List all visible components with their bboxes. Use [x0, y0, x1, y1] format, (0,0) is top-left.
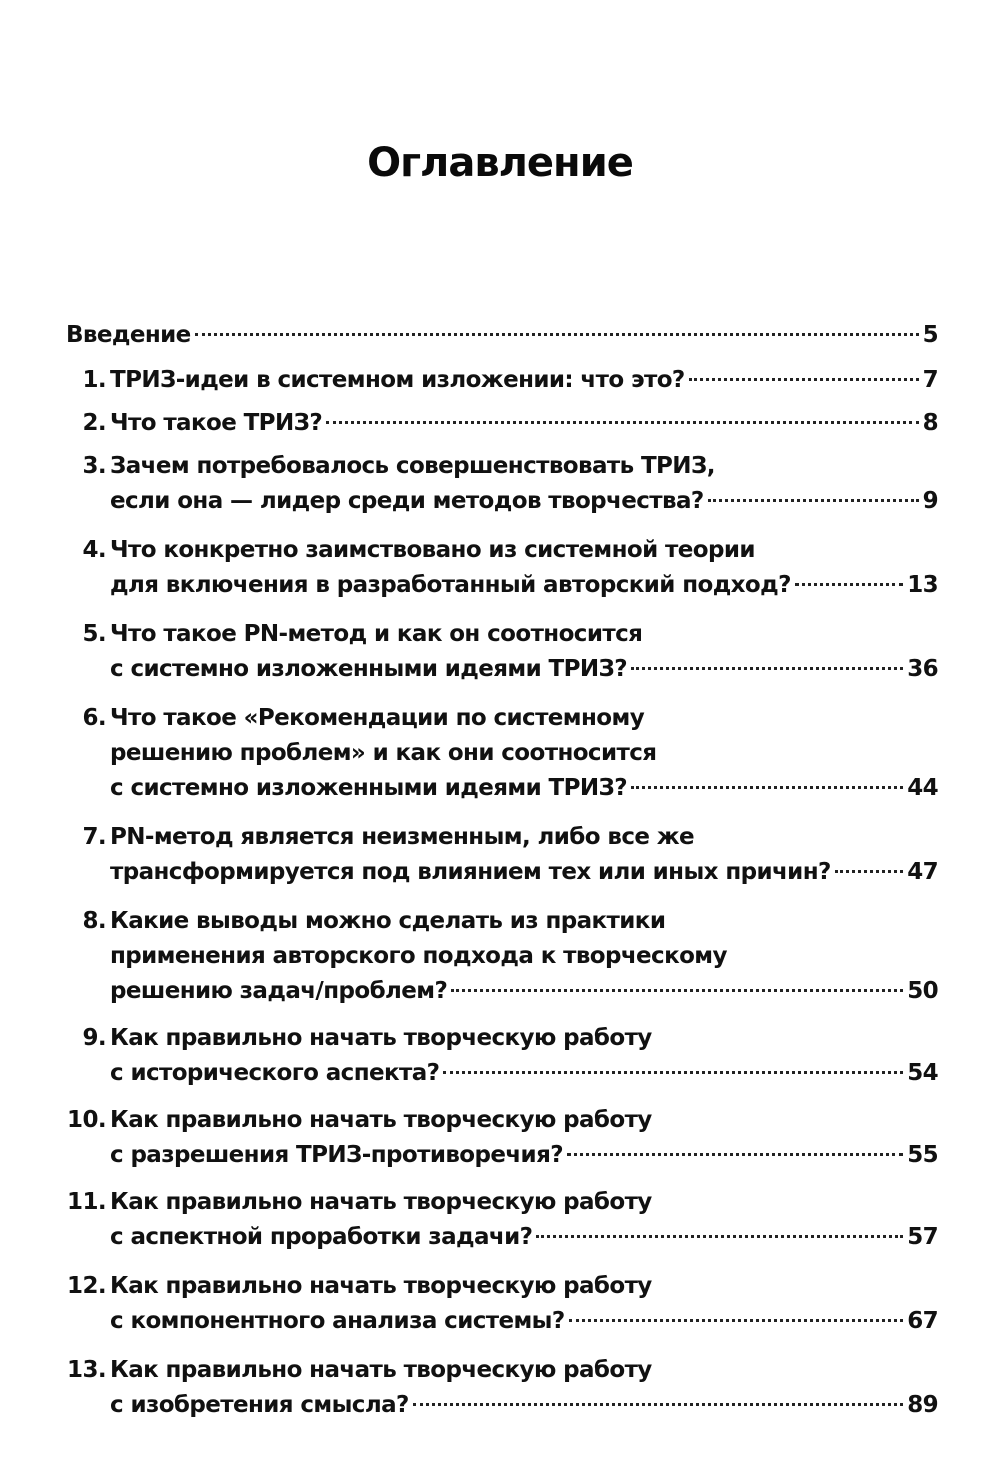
- toc-entry-number: 2.: [82, 410, 106, 436]
- toc-page-number: 7: [922, 367, 938, 393]
- toc-entry-line: Как правильно начать творческую работу: [110, 1025, 652, 1051]
- toc-page-number: 44: [907, 775, 938, 801]
- toc-entry-body: [66, 318, 938, 353]
- toc-entry: [66, 1021, 938, 1091]
- toc-entry-line: Введение: [66, 322, 191, 348]
- toc-page-number: 54: [907, 1060, 938, 1086]
- toc-entry-line: Что такое «Рекомендации по системному: [110, 705, 645, 731]
- toc-entry-line: Что такое PN-метод и как он соотносится: [110, 621, 643, 647]
- toc-entry: [66, 617, 938, 687]
- toc-entry-line: Зачем потребовалось совершенствовать ТРИЗ,: [110, 453, 715, 479]
- dot-leader: [569, 1319, 904, 1322]
- toc-entry-number: 3.: [82, 453, 106, 479]
- toc-entry-body: [110, 533, 938, 603]
- toc-entry-line: применения авторского подхода к творческому: [110, 943, 727, 969]
- dot-leader: [567, 1153, 903, 1156]
- toc-entry-body: [110, 1269, 938, 1339]
- toc-entry-body: [110, 1103, 938, 1173]
- toc-entry-line: Что конкретно заимствовано из системной теории: [110, 537, 755, 563]
- toc-entry-body: [110, 363, 938, 398]
- dot-leader: [413, 1403, 903, 1406]
- toc-entry-line: трансформируется под влиянием тех или иных причин?: [110, 859, 831, 885]
- toc-entry-line: Как правильно начать творческую работу: [110, 1107, 652, 1133]
- toc-entry-line: для включения в разработанный авторский подход?: [110, 572, 791, 598]
- page-title: Оглавление: [367, 140, 633, 186]
- toc-page-number: 67: [907, 1308, 938, 1334]
- toc-entry-last-line: [110, 1388, 938, 1423]
- dot-leader: [326, 421, 919, 424]
- toc-entry-line: Какие выводы можно сделать из практики: [110, 908, 666, 934]
- toc-entry-last-line: [110, 855, 938, 890]
- toc-entry-number: 6.: [82, 705, 106, 731]
- toc-entry-last-line: [66, 318, 938, 353]
- toc-entry-line: с системно изложенными идеями ТРИЗ?: [110, 775, 628, 801]
- toc-entry-last-line: [110, 363, 938, 398]
- toc-entry-body: [110, 1021, 938, 1091]
- toc-page-number: 89: [907, 1392, 938, 1418]
- toc-entry: [66, 1353, 938, 1423]
- toc-entry: [66, 701, 938, 806]
- toc-entry-body: [110, 406, 938, 441]
- toc-entry-line: Как правильно начать творческую работу: [110, 1189, 652, 1215]
- toc-entry-line: с разрешения ТРИЗ-противоречия?: [110, 1142, 563, 1168]
- toc-page-number: 55: [907, 1142, 938, 1168]
- toc-entry: [66, 1185, 938, 1255]
- toc-entry: [66, 1103, 938, 1173]
- toc-entry-line: Что такое ТРИЗ?: [110, 410, 323, 436]
- toc-entry: [66, 820, 938, 890]
- dot-leader: [443, 1071, 903, 1074]
- dot-leader: [536, 1235, 903, 1238]
- toc-entry: [66, 533, 938, 603]
- toc-page-number: 13: [907, 572, 938, 598]
- toc-entry-line: решению проблем» и как они соотносится: [110, 740, 657, 766]
- toc-entry-line: если она — лидер среди методов творчества?: [110, 488, 704, 514]
- toc-entry-line: с системно изложенными идеями ТРИЗ?: [110, 656, 628, 682]
- toc-entry: [66, 904, 938, 1009]
- dot-leader: [631, 786, 903, 789]
- dot-leader: [795, 583, 903, 586]
- toc-entry-last-line: [110, 1138, 938, 1173]
- toc-entry-number: 1.: [82, 367, 106, 393]
- dot-leader: [708, 499, 919, 502]
- toc-entry-number: 7.: [82, 824, 106, 850]
- toc-entry-last-line: [110, 974, 938, 1009]
- toc-entry-last-line: [110, 771, 938, 806]
- toc-entry-line: решению задач/проблем?: [110, 978, 448, 1004]
- toc-entry-last-line: [110, 484, 938, 519]
- toc-entry-body: [110, 1185, 938, 1255]
- toc-entry-line: ТРИЗ-идеи в системном изложении: что это?: [110, 367, 685, 393]
- toc-page-number: 5: [922, 322, 938, 348]
- toc-entry-body: [110, 449, 938, 519]
- dot-leader: [631, 667, 903, 670]
- toc-entry: [66, 318, 938, 353]
- toc-page-number: 8: [922, 410, 938, 436]
- toc-page-number: 9: [922, 488, 938, 514]
- toc-entry-number: 9.: [82, 1025, 106, 1051]
- toc-page-number: 57: [907, 1224, 938, 1250]
- toc-entry: [66, 363, 938, 398]
- toc-entry-body: [110, 617, 938, 687]
- toc-entry-last-line: [110, 406, 938, 441]
- toc-entry-last-line: [110, 1304, 938, 1339]
- toc-entry-number: 13.: [67, 1357, 106, 1383]
- dot-leader: [689, 378, 919, 381]
- toc-entry: [66, 1269, 938, 1339]
- toc-entry-number: 5.: [82, 621, 106, 647]
- toc-entry-number: 11.: [67, 1189, 106, 1215]
- toc-page-number: 47: [907, 859, 938, 885]
- toc-entry-line: с изобретения смысла?: [110, 1392, 409, 1418]
- dot-leader: [195, 333, 919, 336]
- table-of-contents: [0, 306, 1000, 1423]
- toc-entry-last-line: [110, 568, 938, 603]
- toc-entry-line: PN-метод является неизменным, либо все же: [110, 824, 695, 850]
- toc-entry-body: [110, 820, 938, 890]
- toc-entry-number: 12.: [67, 1273, 106, 1299]
- toc-page-number: 36: [907, 656, 938, 682]
- toc-entry-number: 4.: [82, 537, 106, 563]
- dot-leader: [835, 870, 903, 873]
- toc-entry-body: [110, 701, 938, 806]
- toc-entry: [66, 449, 938, 519]
- toc-entry-number: 8.: [82, 908, 106, 934]
- toc-entry-last-line: [110, 652, 938, 687]
- toc-entry-number: 10.: [67, 1107, 106, 1133]
- toc-entry: [66, 406, 938, 441]
- toc-page-number: 50: [907, 978, 938, 1004]
- toc-entry-last-line: [110, 1220, 938, 1255]
- toc-entry-body: [110, 1353, 938, 1423]
- toc-entry-line: Как правильно начать творческую работу: [110, 1273, 652, 1299]
- toc-entry-line: с компонентного анализа системы?: [110, 1308, 565, 1334]
- toc-entry-last-line: [110, 1056, 938, 1091]
- toc-entry-line: с исторического аспекта?: [110, 1060, 440, 1086]
- toc-entry-body: [110, 904, 938, 1009]
- dot-leader: [451, 989, 903, 992]
- toc-entry-line: Как правильно начать творческую работу: [110, 1357, 652, 1383]
- toc-entry-line: с аспектной проработки задачи?: [110, 1224, 533, 1250]
